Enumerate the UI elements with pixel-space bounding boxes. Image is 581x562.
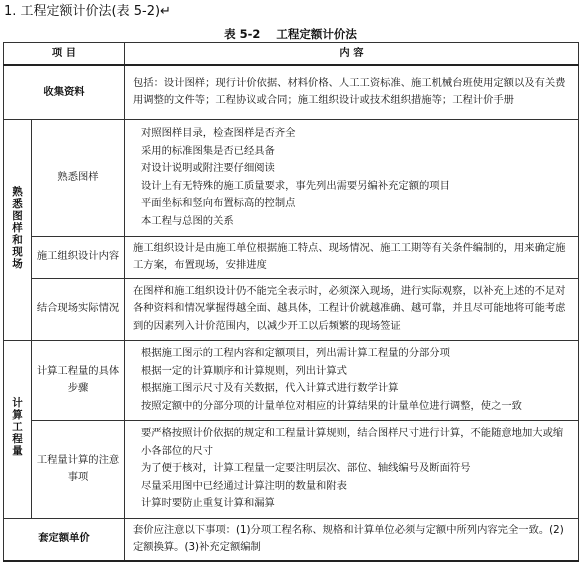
group-label-quantity: 计算工程量 <box>4 340 32 518</box>
table-row <box>4 340 579 420</box>
content-line: 按照定额中的分部分项的计量单位对相应的计算结果的计量单位进行调整，使之一致 <box>141 399 522 412</box>
content-line: 根据一定的计算顺序和计算规则，列出计算式 <box>141 364 347 377</box>
group-label-drawings-site: 熟悉图样和现场 <box>4 119 32 340</box>
row-content-notes <box>125 420 579 518</box>
content-line: 平面坐标和竖向布置标高的控制点 <box>141 197 296 209</box>
row-label-familiar: 熟悉图样 <box>32 119 125 236</box>
table-row <box>4 119 579 236</box>
content-line: 尽量采用图中已经通过计算注明的数量和附表 <box>141 479 347 492</box>
table-row <box>4 65 579 119</box>
table-row <box>4 420 579 518</box>
table-row <box>4 278 579 340</box>
content-line: 对照图样目录，检查图样是否齐全 <box>141 127 296 139</box>
content-line: 本工程与总图的关系 <box>141 214 234 227</box>
row-label-collect: 收集资料 <box>4 65 125 119</box>
content-line: 要严格按照计价依据的规定和工程量计算规则，结合图样尺寸进行计算，不能随意地加大或缩小各部位的尺寸 <box>141 427 564 457</box>
content-line: 设计上有无特殊的施工质量要求，事先列出需要另编补充定额的项目 <box>141 179 450 192</box>
row-content-familiar <box>125 119 579 236</box>
row-content-collect: 包括：设计图样；现行计价依据、材料价格、人工工资标准、施工机械台班使用定额以及有关费用调整的文件等；工程协议或合同；施工组织设计或技术组织措施等；工程计价手册 <box>125 65 579 119</box>
row-content-steps <box>125 340 579 420</box>
row-label-apply: 套定额单价 <box>4 518 125 561</box>
section-heading: 1. 工程定额计价法(表 5-2)↵ <box>4 4 171 19</box>
row-label-org-design: 施工组织设计内容 <box>32 236 125 278</box>
content-line: 为了便于核对，计算工程量一定要注明层次、部位、轴线编号及断面符号 <box>141 462 471 475</box>
content-line: 采用的标准图集是否已经具备 <box>141 144 275 157</box>
column-header-content: 内 容 <box>125 43 579 66</box>
pricing-method-table <box>3 42 579 562</box>
column-header-item: 项 目 <box>4 43 125 66</box>
row-label-site: 结合现场实际情况 <box>32 278 125 340</box>
row-content-site: 在图样和施工组织设计仍不能完全表示时，必须深入现场，进行实际观察，以补充上述的不足对各种资料和情况掌握得越全面、越具体，工程计价就越准确、越可靠，并且尽可能地将可能考虑到的因素列入计价范围内，以减少开工以后频繁的现场签证 <box>125 278 579 340</box>
row-label-steps: 计算工程量的具体步骤 <box>32 340 125 420</box>
content-line: 根据施工图示的工程内容和定额项目，列出需计算工程量的分部分项 <box>141 347 450 359</box>
table-row <box>4 518 579 561</box>
content-line: 对设计说明或附注要仔细阅读 <box>141 162 275 174</box>
table-row <box>4 236 579 278</box>
row-content-apply: 套价应注意以下事项：(1)分项工程名称、规格和计算单位必须与定额中所列内容完全一致。(2)定额换算。(3)补充定额编制 <box>125 518 579 561</box>
table-caption: 表 5-2 工程定额计价法 <box>224 27 357 41</box>
content-line: 计算时要防止重复计算和漏算 <box>141 497 275 510</box>
row-content-org-design: 施工组织设计是由施工单位根据施工特点、现场情况、施工工期等有关条件编制的，用来确定施工方案，布置现场，安排进度 <box>125 236 579 278</box>
row-label-notes: 工程量计算的注意事项 <box>32 420 125 518</box>
table-header-row <box>4 43 579 66</box>
content-line: 根据施工图示尺寸及有关数据，代入计算式进行数学计算 <box>141 382 399 394</box>
